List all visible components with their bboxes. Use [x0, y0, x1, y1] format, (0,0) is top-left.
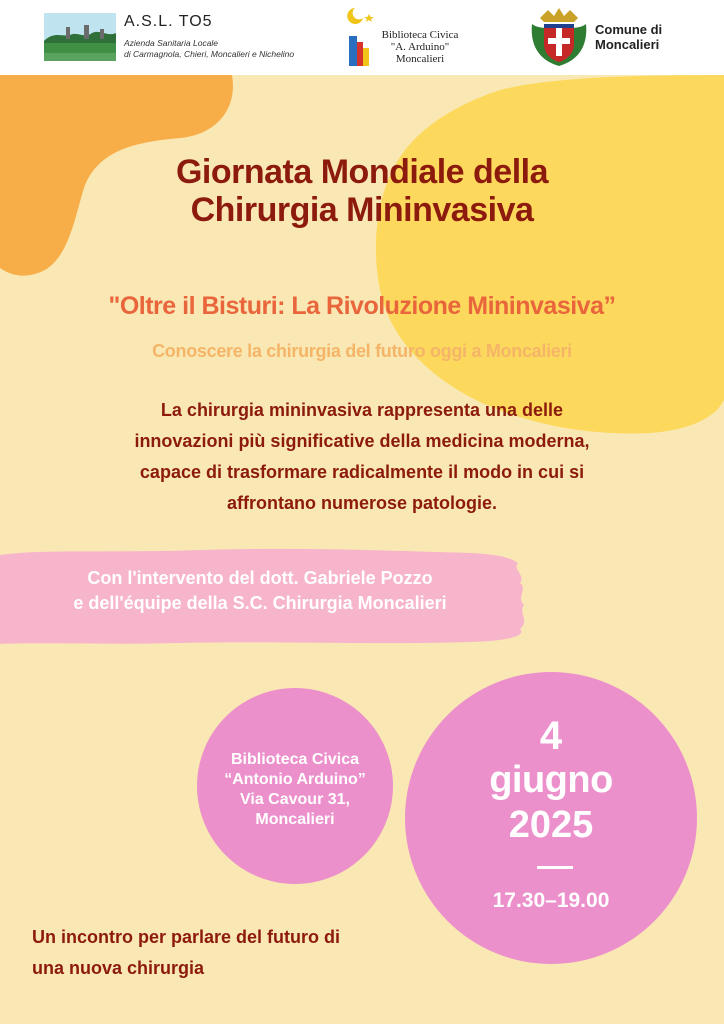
asl-landscape-icon: [44, 13, 116, 61]
library-name-line: "A. Arduino": [390, 41, 450, 53]
page-title-line: Giornata Mondiale della: [175, 153, 548, 191]
library-logo: [345, 4, 475, 70]
library-name: [370, 29, 470, 65]
asl-logo: [44, 13, 334, 65]
speaker-line: e dell'équipe della S.C. Chirurgia Moncalieri: [73, 593, 447, 613]
description-paragraph: [62, 395, 662, 519]
event-time: 17.30–19.00: [492, 889, 610, 912]
description-line: innovazioni più significative della medicina moderna,: [134, 431, 590, 451]
page-title-line: Chirurgia Mininvasiva: [190, 191, 534, 229]
page-title: [62, 153, 662, 229]
asl-subtitle-line: Azienda Sanitaria Locale: [124, 38, 219, 48]
event-tagline: Conoscere la chirurgia del futuro oggi a Moncalieri: [152, 341, 572, 361]
asl-subtitle: [124, 38, 294, 60]
venue-line: “Antonio Arduino”: [224, 771, 366, 788]
speaker-info: [0, 566, 520, 616]
speaker-line: Con l'intervento del dott. Gabriele Pozzo: [87, 568, 433, 588]
date-divider: [537, 866, 573, 869]
comune-name-line: Comune di: [595, 22, 663, 37]
description-line: La chirurgia mininvasiva rappresenta una delle: [160, 400, 564, 420]
description-line: capace di trasformare radicalmente il modo in cui si: [139, 462, 585, 482]
closing-line: Un incontro per parlare del futuro di: [32, 927, 341, 947]
event-day: 4: [539, 714, 563, 758]
venue-line: Biblioteca Civica: [230, 751, 360, 768]
closing-text: [32, 922, 452, 984]
venue-line: Via Cavour 31,: [240, 791, 350, 808]
venue-address: [197, 750, 393, 830]
header-logo-bar: [0, 0, 724, 75]
event-month: giugno: [489, 759, 613, 801]
comune-name-line: Moncalieri: [595, 37, 660, 52]
asl-subtitle-line: di Carmagnola, Chieri, Moncalieri e Nichelino: [124, 49, 295, 59]
event-year: 2025: [508, 804, 594, 846]
library-name-line: Biblioteca Civica: [381, 29, 459, 41]
comune-coat-of-arms-icon: [528, 4, 590, 70]
asl-title: A.S.L. TO5: [124, 13, 213, 30]
event-subtitle: "Oltre il Bisturi: La Rivoluzione Mininvasiva”: [108, 292, 616, 320]
comune-name: [595, 22, 662, 52]
venue-line: Moncalieri: [255, 811, 335, 828]
library-name-line: Moncalieri: [395, 53, 445, 65]
description-line: affrontano numerose patologie.: [226, 493, 498, 513]
closing-line: una nuova chirurgia: [32, 958, 205, 978]
comune-logo: [528, 4, 688, 70]
